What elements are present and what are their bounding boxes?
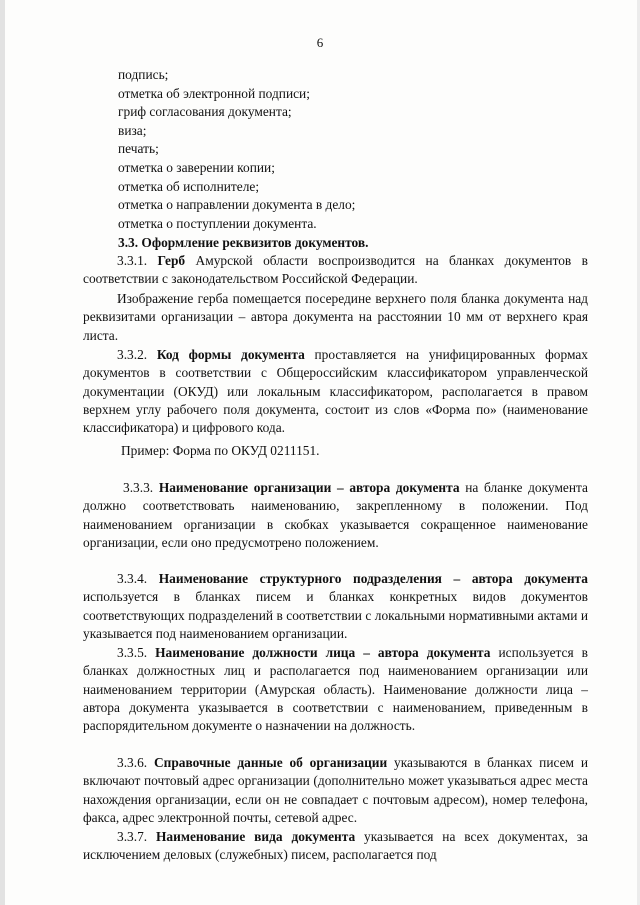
- paragraph-3-3-7: [83, 828, 588, 865]
- paragraph-coat-of-arms: [83, 290, 588, 345]
- paragraph-text: указываются в бланках писем и включают почтовый адрес организации (дополнительно может указываться адрес места нахождения организации, если он не совпадает с почтовым адресом), номер телефона, факса, адрес электронной почты, сетевой адрес.: [83, 755, 588, 825]
- paragraph-term: Код формы документа: [156, 347, 305, 362]
- paragraph-number: 3.3.2.: [117, 347, 148, 362]
- paragraph-text: на бланке документа должно соответствовать наименованию, закрепленному в положении. Под наименованием организации в скобках указывается сокращенное наименование организации, если оно предусмотрено положением.: [83, 480, 588, 550]
- paragraph-term: Справочные данные об организации: [153, 755, 388, 770]
- paragraph-number: 3.3.7.: [117, 829, 148, 844]
- paragraph-number: 3.3.4.: [117, 571, 148, 586]
- paragraph-term: Наименование организации – автора документа: [158, 480, 460, 495]
- list-item: отметка об исполнителе;: [118, 178, 260, 194]
- paragraph-3-3-1: [83, 252, 588, 289]
- paragraph-number: 3.3.3.: [123, 480, 154, 495]
- page-number: 6: [316, 35, 324, 50]
- paragraph-3-3-2: [83, 346, 588, 437]
- paragraph-3-3-4: [83, 570, 588, 643]
- section-heading: 3.3. Оформление реквизитов документов.: [118, 235, 369, 250]
- paragraph-text: Изображение герба помещается посередине верхнего поля бланка документа над реквизитами организации – автора документа на расстоянии 10 мм от верхнего края листа.: [83, 291, 588, 343]
- paragraph-text: Амурской области воспроизводится на бланках документов в соответствии с законодательством Российской Федерации.: [83, 253, 588, 287]
- list-item: виза;: [118, 122, 147, 138]
- list-item: отметка о поступлении документа.: [118, 215, 317, 231]
- paragraph-term: Герб: [157, 253, 186, 268]
- paragraph-number: 3.3.6.: [117, 755, 148, 770]
- paragraph-text: используется в бланках писем и бланках конкретных видов документов соответствующих подразделений в соответствии с локальными нормативными актами и указывается под наименованием организации.: [83, 589, 588, 641]
- list-item: отметка о заверении копии;: [118, 159, 275, 175]
- example-line: Пример: Форма по ОКУД 0211151.: [121, 443, 320, 458]
- paragraph-number: 3.3.5.: [117, 645, 148, 660]
- requisites-list: [118, 66, 355, 233]
- list-item: гриф согласования документа;: [118, 104, 292, 120]
- paragraph-3-3-6: [83, 754, 588, 827]
- paragraph-term: Наименование должности лица – автора документа: [155, 645, 491, 660]
- list-item: отметка о направлении документа в дело;: [118, 197, 356, 213]
- list-item: печать;: [118, 141, 159, 157]
- list-item: подпись;: [118, 67, 169, 82]
- paragraph-number: 3.3.1.: [117, 253, 148, 268]
- paragraph-term: Наименование вида документа: [156, 829, 356, 844]
- list-item: отметка об электронной подписи;: [118, 85, 310, 101]
- paragraph-text: проставляется на унифицированных формах документов в соответствии с Общероссийским классификатором управленческой документации (ОКУД) или локальным классификатором, располагается в правом верхнем углу рабочего поля документа, состоит из слов «Форма по» (наименование классификатора) и цифрового кода.: [83, 347, 588, 436]
- scan-left-edge: [0, 0, 5, 905]
- paragraph-term: Наименование структурного подразделения – автора документа: [158, 571, 588, 586]
- paragraph-3-3-3: [83, 479, 588, 552]
- paragraph-text: указывается на всех документах, за исключением деловых (служебных) писем, располагается под: [83, 829, 588, 863]
- paragraph-3-3-5: [83, 644, 588, 735]
- paragraph-text: используется в бланках должностных лиц и располагается под наименованием организации или наименованием территории (Амурская область). Наименование должности лица – автора документа указывается в соответствии с наименованием, приведенным в распорядительном документе о назначении на должность.: [83, 645, 588, 734]
